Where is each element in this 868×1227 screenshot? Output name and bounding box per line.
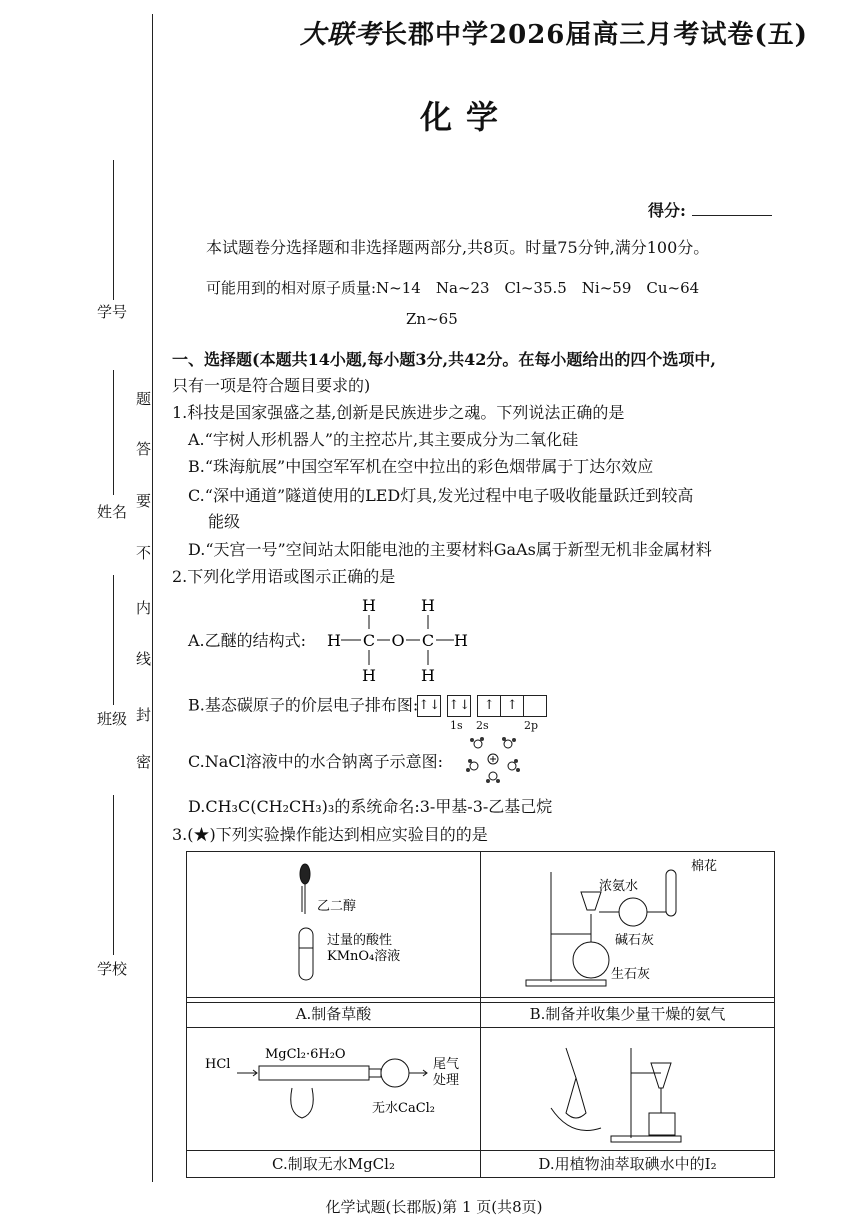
svg-text:C: C [421,631,435,650]
svg-text:H: H [421,596,435,615]
orbital-diagram: ↑↓ ↑↓ ↑ ↑ [418,696,547,715]
seal-char: 要 [136,492,152,510]
seal-char: 答 [136,440,152,458]
question-stem: 2.下列化学用语或图示正确的是 [172,567,396,586]
orbital-label: 2p [524,719,539,732]
experiment-cell-a [187,852,481,1023]
svg-text:H: H [454,631,468,650]
option-b: B.基态碳原子的价层电子排布图:↑↓ ↑↓ ↑ ↑ [188,695,547,717]
seal-char: 线 [136,650,152,668]
apparatus-b-drawing [481,852,775,998]
ether-structure [326,594,476,686]
option-c-cont: 能级 [208,512,241,531]
svg-text:H: H [362,596,376,615]
option-b: B.“珠海航展”中国空军军机在空中拉出的彩色烟带属于丁达尔效应 [188,457,654,476]
score-label: 得分: [648,201,686,220]
label-mgcl2-hydrate: MgCl₂·6H₂O [265,1047,346,1062]
score-blank[interactable] [692,215,772,216]
field-label: 班级 [97,710,128,728]
option-a: A.乙醚的结构式: [188,631,307,650]
atomic-mass-line: Zn~65 [406,310,458,328]
label-ethylene-glycol: 乙二醇 [317,899,357,914]
question-stem: 1.科技是国家强盛之基,创新是民族进步之魂。下列说法正确的是 [172,403,625,422]
field-label: 学号 [97,303,128,321]
question-stem: 3.(★)下列实验操作能达到相应实验目的的是 [172,825,488,844]
label-soda-lime: 碱石灰 [615,933,655,948]
field-label: 学校 [97,960,128,978]
experiment-table [186,851,775,1178]
svg-text:H: H [327,631,341,650]
option-c: C.NaCl溶液中的水合钠离子示意图: [188,752,444,771]
caption-c: C.制取无水MgCl₂ [187,1150,480,1177]
intro-line: 本试题卷分选择题和非选择题两部分,共8页。时量75分钟,满分100分。 [206,238,710,257]
experiment-cell-c [187,1028,481,1178]
svg-text:C: C [362,631,376,650]
section-heading: 一、选择题(本题共14小题,每小题3分,共42分。在每小题给出的四个选项中, [172,350,716,369]
subject-title: 化学 [420,98,513,136]
hydrated-sodium-ion-diagram [462,734,524,784]
caption-b: B.制备并收集少量干燥的氨气 [481,1002,774,1025]
label-hcl: HCl [205,1057,231,1072]
field-label: 姓名 [97,503,128,521]
apparatus-a-drawing [187,852,481,998]
caption-a: A.制备草酸 [187,1002,480,1025]
page-footer: 化学试题(长郡版)第 1 页(共8页) [325,1198,543,1216]
label-ammonia: 浓氨水 [599,879,639,894]
orbital-label: 2s [476,719,489,732]
brand-logo-text: 大联考 [300,20,382,50]
label-kmno4-solution: KMnO₄溶液 [327,949,401,964]
option-c: C.“深中通道”隧道使用的LED灯具,发光过程中电子吸收能量跃迁到较高 [188,486,694,505]
atomic-mass-line: 可能用到的相对原子质量:N~14 Na~23 Cl~35.5 Ni~59 Cu~64 [206,279,700,297]
experiment-cell-b [481,852,775,1023]
seal-char: 不 [136,544,152,562]
label-treatment: 处理 [433,1073,460,1088]
label-kmno4: 过量的酸性 [327,933,393,948]
label-quicklime: 生石灰 [611,967,651,982]
seal-char: 内 [136,599,152,617]
option-a: A.“宇树人形机器人”的主控芯片,其主要成分为二氧化硅 [188,430,579,449]
seal-char: 题 [136,390,152,408]
option-d: D.“天宫一号”空间站太阳能电池的主要材料GaAs属于新型无机非金属材料 [188,540,712,559]
svg-text:H: H [362,666,376,685]
label-cacl2: 无水CaCl₂ [372,1101,436,1116]
seal-char: 密 [136,753,152,771]
option-d: D.CH₃C(CH₂CH₃)₃的系统命名:3-甲基-3-乙基己烷 [188,797,553,816]
binding-line [152,14,153,1182]
label-tail-gas: 尾气 [433,1057,460,1072]
caption-d: D.用植物油萃取碘水中的I₂ [481,1150,774,1177]
svg-text:H: H [421,666,435,685]
seal-char: 封 [136,706,152,724]
label-cotton: 棉花 [691,859,718,874]
svg-text:O: O [391,631,405,650]
section-heading: 只有一项是符合题目要求的) [172,376,371,395]
experiment-cell-d [481,1028,775,1178]
orbital-label: 1s [450,719,463,732]
exam-title: 大联考长郡中学2026届高三月考试卷(五) [300,20,808,50]
